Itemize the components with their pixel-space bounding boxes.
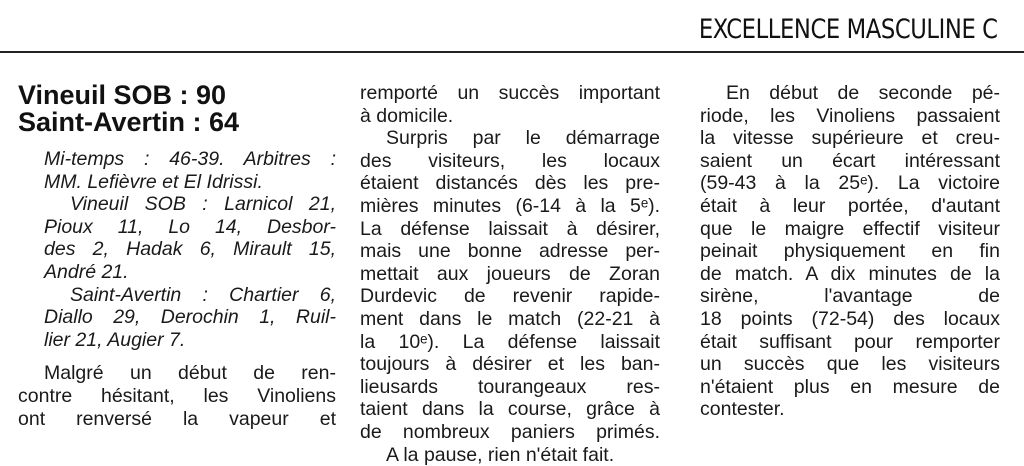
article-line: Durdevic de revenir rapide- [360,285,660,308]
info-line: Saint-Avertin : Chartier 6, [18,284,336,307]
headline [18,82,336,136]
info-line: Pioux 11, Lo 14, Desbor- [18,216,336,239]
article-line: lieusards tourangeaux res- [360,376,660,399]
article-line: La défense laissait à désirer, [360,218,660,241]
article-line: ment dans le match (22-21 à [360,308,660,331]
article-line: la vitesse supérieure et creu- [700,127,1000,150]
info-halftime [18,148,336,193]
article-line: toujours à désirer et les ban- [360,353,660,376]
article-line: étaient distancés dès les pre- [360,172,660,195]
column-3 [700,82,1000,421]
article-paragraph [360,127,660,466]
article-line: un succès que les visiteurs [700,353,1000,376]
info-saint-avertin-lineup [18,284,336,352]
info-line: André 21. [18,261,336,284]
article-line: En début de seconde pé- [700,82,1000,105]
article-line: à domicile. [360,105,660,128]
article-line: de match. A dix minutes de la [700,263,1000,286]
info-line: des 2, Hadak 6, Mirault 15, [18,238,336,261]
article-line: contester. [700,398,1000,421]
info-vineuil-lineup [18,193,336,283]
info-line: lier 21, Augier 7. [18,329,336,352]
article-line: riode, les Vinoliens passaient [700,105,1000,128]
article-line: saient un écart intéressant [700,150,1000,173]
article-line: ont renversé la vapeur et [18,408,336,431]
article-line: n'étaient plus en mesure de [700,376,1000,399]
article-line: que le maigre effectif visiteur [700,218,1000,241]
headline-home-score: Vineuil SOB : 90 [18,82,336,109]
info-line: Mi-temps : 46-39. Arbitres : [18,148,336,171]
article-line: était suffisant pour remporter [700,331,1000,354]
article-line: Surpris par le démarrage [360,127,660,150]
section-rubric: EXCELLENCE MASCULINE C [699,14,998,45]
article-line: des visiteurs, les locaux [360,150,660,173]
rubric-rule [0,51,1024,53]
article-line: était à leur portée, d'autant [700,195,1000,218]
article-paragraph [360,82,660,127]
column-1 [18,82,336,430]
article-paragraph [700,82,1000,421]
article-line: mières minutes (6-14 à la 5ᵉ). [360,195,660,218]
info-line: Vineuil SOB : Larnicol 21, [18,193,336,216]
article-line: la 10ᵉ). La défense laissait [360,331,660,354]
info-line: MM. Lefièvre et El Idrissi. [18,171,336,194]
article-line: de nombreux paniers primés. [360,421,660,444]
article-line: mettait aux joueurs de Zoran [360,263,660,286]
headline-away-score: Saint-Avertin : 64 [18,109,336,136]
article-line: 18 points (72-54) des locaux [700,308,1000,331]
column-2 [360,82,660,466]
article-line: contre hésitant, les Vinoliens [18,385,336,408]
info-line: Diallo 29, Derochin 1, Ruil- [18,306,336,329]
article-line: taient dans la course, grâce à [360,398,660,421]
article-line: (59-43 à la 25ᵉ). La victoire [700,172,1000,195]
article-line: remporté un succès important [360,82,660,105]
article-line: Malgré un début de ren- [18,362,336,385]
article-line: A la pause, rien n'était fait. [360,444,660,466]
article-line: sirène, l'avantage de [700,285,1000,308]
article-line: mais une bonne adresse per- [360,240,660,263]
article-paragraph [18,362,336,430]
article-line: peinait physiquement en fin [700,240,1000,263]
